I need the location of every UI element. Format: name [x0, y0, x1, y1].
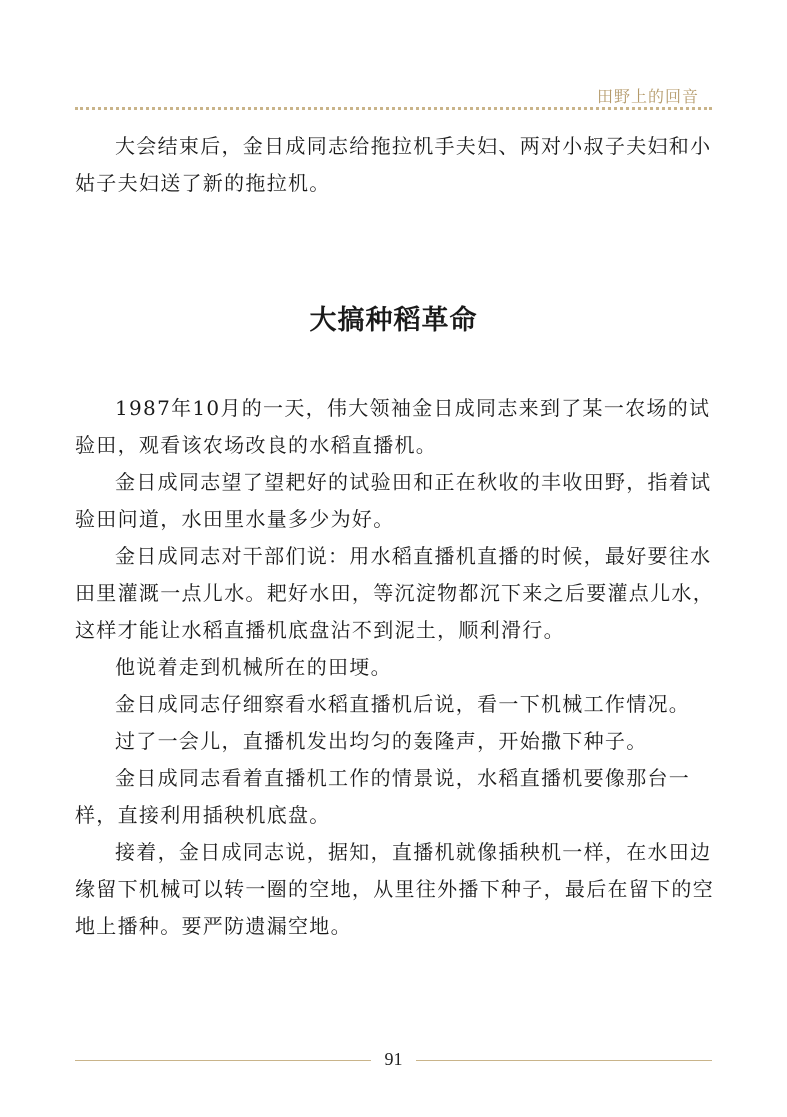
paragraph: 大会结束后，金日成同志给拖拉机手夫妇、两对小叔子夫妇和小姑子夫妇送了新的拖拉机。 [75, 134, 712, 195]
paragraph: 接着，金日成同志说，据知，直播机就像插秧机一样，在水田边缘留下机械可以转一圈的空地，从里往外播下种子，最后在留下的空地上播种。要严防遗漏空地。 [75, 840, 714, 938]
paragraph: 金日成同志望了望耙好的试验田和正在秋收的丰收田野，指着试验田问道，水田里水量多少为好。 [75, 470, 712, 531]
section-1-body [75, 128, 715, 202]
paragraph: 金日成同志看着直播机工作的情景说，水稻直播机要像那台一样，直接利用插秧机底盘。 [75, 766, 691, 827]
paragraph: 过了一会儿，直播机发出均匀的轰隆声，开始撒下种子。 [115, 729, 648, 753]
paragraph: 金日成同志仔细察看水稻直播机后说，看一下机械工作情况。 [115, 692, 691, 716]
footer-rule-left [75, 1060, 371, 1061]
section-title: 大搞种稻革命 [309, 305, 478, 336]
footer-rule-right [416, 1060, 712, 1061]
page-number: 91 [384, 1049, 403, 1069]
running-header-title: 田野上的回音 [596, 87, 699, 106]
section-2-body [75, 390, 715, 945]
header-dotted-rule [75, 107, 712, 110]
paragraph: 他说着走到机械所在的田埂。 [115, 655, 392, 679]
paragraph: 金日成同志对干部们说：用水稻直播机直播的时候，最好要往水田里灌溉一点儿水。耙好水田，等沉淀物都沉下来之后要灌点儿水，这样才能让水稻直播机底盘沾不到泥土，顺利滑行。 [75, 544, 714, 642]
paragraph: 1987年10月的一天，伟大领袖金日成同志来到了某一农场的试验田，观看该农场改良的水稻直播机。 [75, 396, 711, 457]
